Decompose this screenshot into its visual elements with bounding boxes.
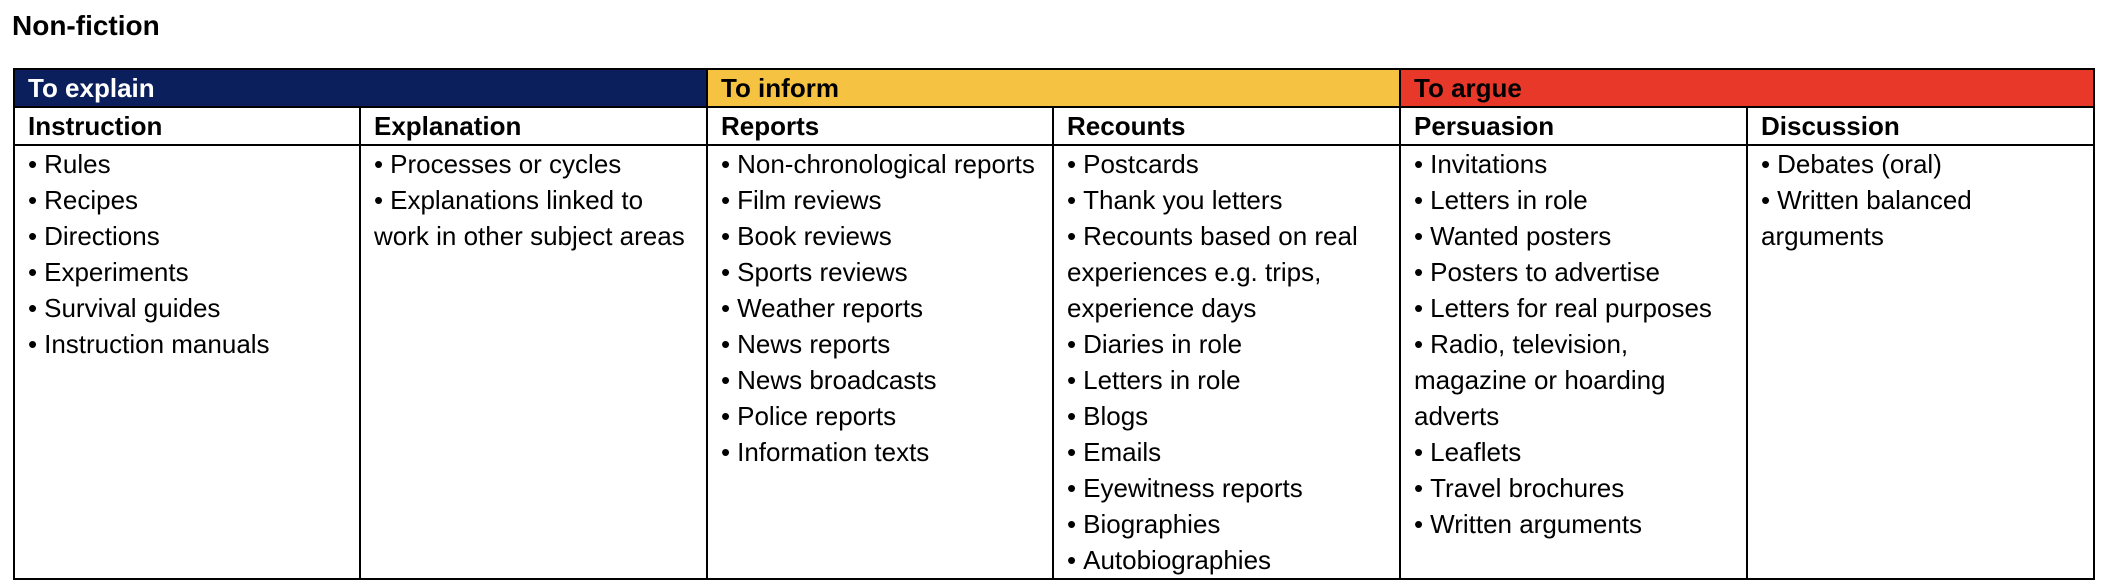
bullet-icon: • xyxy=(28,329,38,359)
list-item-text: Postcards xyxy=(1083,149,1199,179)
group-header-to-inform: To inform xyxy=(707,69,1400,107)
bullet-icon: • xyxy=(721,401,731,431)
list-item xyxy=(1761,146,2093,182)
item-list-instruction xyxy=(28,146,359,362)
bullet-icon: • xyxy=(1414,437,1424,467)
column-cell-reports xyxy=(707,145,1053,579)
bullet-icon: • xyxy=(721,221,731,251)
list-item xyxy=(1067,434,1399,470)
list-item xyxy=(28,254,359,290)
list-item xyxy=(28,218,359,254)
list-item-text: Written balanced arguments xyxy=(1761,185,1972,251)
bullet-icon: • xyxy=(28,149,38,179)
column-header-discussion: Discussion xyxy=(1747,107,2094,145)
list-item-text: Rules xyxy=(44,149,111,179)
bullet-icon: • xyxy=(1067,185,1077,215)
list-item-text: Radio, television, magazine or hoarding adverts xyxy=(1414,329,1666,431)
bullet-icon: • xyxy=(1414,185,1424,215)
column-header-recounts: Recounts xyxy=(1053,107,1400,145)
list-item-text: Information texts xyxy=(737,437,930,467)
bullet-icon: • xyxy=(1761,185,1771,215)
list-item xyxy=(1414,506,1746,542)
bullet-icon: • xyxy=(1414,473,1424,503)
list-item xyxy=(374,182,706,254)
bullet-icon: • xyxy=(1067,221,1077,251)
list-item-text: Letters in role xyxy=(1083,365,1241,395)
list-item-text: Sports reviews xyxy=(737,257,908,287)
list-item-text: Travel brochures xyxy=(1430,473,1625,503)
bullet-icon: • xyxy=(1067,401,1077,431)
column-cell-recounts xyxy=(1053,145,1400,579)
list-item-text: Biographies xyxy=(1083,509,1221,539)
list-item-text: Thank you letters xyxy=(1083,185,1283,215)
bullet-icon: • xyxy=(1414,149,1424,179)
column-cell-discussion xyxy=(1747,145,2094,579)
item-list-explanation xyxy=(374,146,706,254)
bullet-icon: • xyxy=(374,185,384,215)
list-item-text: Wanted posters xyxy=(1430,221,1612,251)
item-list-discussion xyxy=(1761,146,2093,254)
list-item-text: Explanations linked to work in other subject areas xyxy=(374,185,685,251)
list-item-text: Emails xyxy=(1083,437,1162,467)
list-item xyxy=(1067,506,1399,542)
bullet-icon: • xyxy=(1067,509,1077,539)
bullet-icon: • xyxy=(1414,293,1424,323)
list-item xyxy=(721,290,1052,326)
item-list-persuasion xyxy=(1414,146,1746,542)
list-item xyxy=(721,218,1052,254)
list-item xyxy=(374,146,706,182)
list-item xyxy=(1067,470,1399,506)
list-item xyxy=(721,326,1052,362)
bullet-icon: • xyxy=(721,257,731,287)
list-item-text: Leaflets xyxy=(1430,437,1522,467)
bullet-icon: • xyxy=(28,293,38,323)
column-header-reports: Reports xyxy=(707,107,1053,145)
bullet-icon: • xyxy=(721,149,731,179)
bullet-icon: • xyxy=(1414,509,1424,539)
list-item xyxy=(721,182,1052,218)
bullet-icon: • xyxy=(1414,257,1424,287)
list-item-text: Instruction manuals xyxy=(44,329,270,359)
bullet-icon: • xyxy=(1067,329,1077,359)
group-header-to-explain: To explain xyxy=(14,69,707,107)
list-item xyxy=(28,146,359,182)
list-item xyxy=(721,434,1052,470)
list-item-text: Diaries in role xyxy=(1083,329,1243,359)
list-item-text: Survival guides xyxy=(44,293,221,323)
column-cell-persuasion xyxy=(1400,145,1747,579)
column-cell-explanation xyxy=(360,145,707,579)
list-item-text: Recipes xyxy=(44,185,139,215)
group-header-to-argue: To argue xyxy=(1400,69,2094,107)
list-item xyxy=(28,182,359,218)
list-item-text: Directions xyxy=(44,221,160,251)
list-item-text: Recounts based on real experiences e.g. trips, experience days xyxy=(1067,221,1358,323)
list-item-text: Posters to advertise xyxy=(1430,257,1660,287)
list-item xyxy=(1067,362,1399,398)
list-item xyxy=(1414,218,1746,254)
bullet-icon: • xyxy=(1414,329,1424,359)
item-list-reports xyxy=(721,146,1052,470)
bullet-icon: • xyxy=(28,257,38,287)
list-item xyxy=(1067,146,1399,182)
list-item-text: Processes or cycles xyxy=(390,149,622,179)
list-item xyxy=(721,362,1052,398)
list-item xyxy=(1414,434,1746,470)
bullet-icon: • xyxy=(1067,365,1077,395)
list-item xyxy=(1414,290,1746,326)
list-item xyxy=(1414,182,1746,218)
list-item-text: Autobiographies xyxy=(1083,545,1272,575)
list-item-text: Written arguments xyxy=(1430,509,1643,539)
bullet-icon: • xyxy=(721,293,731,323)
list-item-text: News reports xyxy=(737,329,891,359)
list-item xyxy=(1414,254,1746,290)
list-item-text: Invitations xyxy=(1430,149,1548,179)
list-item-text: Letters for real purposes xyxy=(1430,293,1712,323)
list-item-text: Book reviews xyxy=(737,221,892,251)
list-item xyxy=(1414,470,1746,506)
column-header-instruction: Instruction xyxy=(14,107,360,145)
bullet-icon: • xyxy=(1761,149,1771,179)
bullet-icon: • xyxy=(1067,149,1077,179)
list-item xyxy=(28,290,359,326)
item-list-recounts xyxy=(1067,146,1399,578)
list-item xyxy=(1067,542,1399,578)
list-item xyxy=(1414,146,1746,182)
bullet-icon: • xyxy=(1067,473,1077,503)
list-item-text: Weather reports xyxy=(737,293,924,323)
bullet-icon: • xyxy=(28,221,38,251)
list-item xyxy=(1414,326,1746,434)
list-item xyxy=(1067,218,1399,326)
list-item xyxy=(1761,182,2093,254)
list-item xyxy=(1067,398,1399,434)
list-item-text: Debates (oral) xyxy=(1777,149,1942,179)
list-item xyxy=(1067,182,1399,218)
column-header-persuasion: Persuasion xyxy=(1400,107,1747,145)
text-type-examples-row xyxy=(14,145,2094,579)
list-item-text: Experiments xyxy=(44,257,189,287)
list-item-text: Police reports xyxy=(737,401,897,431)
list-item-text: Letters in role xyxy=(1430,185,1588,215)
list-item xyxy=(1067,326,1399,362)
list-item xyxy=(721,254,1052,290)
non-fiction-table xyxy=(13,68,2095,580)
list-item xyxy=(721,398,1052,434)
bullet-icon: • xyxy=(28,185,38,215)
list-item-text: Film reviews xyxy=(737,185,882,215)
bullet-icon: • xyxy=(1067,437,1077,467)
bullet-icon: • xyxy=(721,185,731,215)
list-item-text: Non-chronological reports xyxy=(737,149,1035,179)
list-item xyxy=(721,146,1052,182)
list-item-text: Blogs xyxy=(1083,401,1149,431)
list-item-text: Eyewitness reports xyxy=(1083,473,1303,503)
page-title: Non-fiction xyxy=(12,10,160,41)
purpose-header-row xyxy=(14,69,2094,107)
bullet-icon: • xyxy=(721,365,731,395)
column-header-explanation: Explanation xyxy=(360,107,707,145)
list-item xyxy=(28,326,359,362)
bullet-icon: • xyxy=(374,149,384,179)
bullet-icon: • xyxy=(1414,221,1424,251)
bullet-icon: • xyxy=(721,437,731,467)
text-type-header-row xyxy=(14,107,2094,145)
list-item-text: News broadcasts xyxy=(737,365,937,395)
bullet-icon: • xyxy=(721,329,731,359)
bullet-icon: • xyxy=(1067,545,1077,575)
column-cell-instruction xyxy=(14,145,360,579)
